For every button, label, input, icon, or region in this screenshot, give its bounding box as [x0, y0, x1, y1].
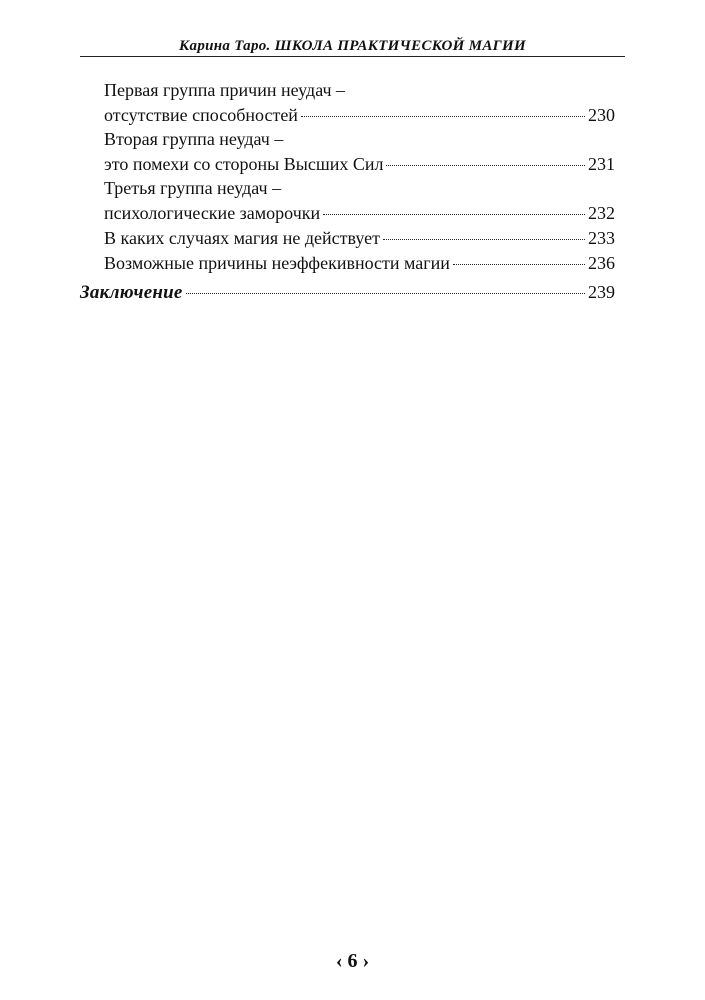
- toc-page-number: 239: [588, 282, 615, 302]
- page-folio: ‹ 6 ›: [335, 950, 370, 972]
- toc-main-entry[interactable]: [80, 279, 615, 305]
- toc-main-title: Заключение: [80, 282, 183, 303]
- toc-entry[interactable]: [80, 78, 615, 127]
- dot-leader: [301, 98, 585, 117]
- toc-entry-title-line1: Третья группа неудач –: [104, 178, 282, 198]
- toc-entry[interactable]: [80, 250, 615, 275]
- table-of-contents: [80, 78, 615, 305]
- toc-entry-title-line1: Вторая группа неудач –: [104, 129, 284, 149]
- toc-entry-title: В каких случаях магия не действует: [104, 228, 380, 248]
- dot-leader: [186, 275, 585, 294]
- toc-page-number: 236: [588, 253, 615, 273]
- toc-entry-title: Возможные причины неэффекивности магии: [104, 253, 450, 273]
- dot-leader: [383, 221, 585, 240]
- toc-entry[interactable]: [80, 127, 615, 176]
- toc-entry[interactable]: [80, 176, 615, 225]
- toc-page-number: 231: [588, 154, 615, 174]
- dot-leader: [386, 147, 585, 166]
- toc-page-number: 230: [588, 105, 615, 125]
- toc-entry-title-line2: это помехи со стороны Высших Сил: [104, 154, 384, 174]
- toc-page-number: 233: [588, 228, 615, 248]
- toc-page-number: 232: [588, 203, 615, 223]
- dot-leader: [323, 196, 585, 215]
- running-header-title: Карина Таро. ШКОЛА ПРАКТИЧЕСКОЙ МАГИИ: [179, 38, 526, 54]
- toc-entry-title-line2: отсутствие способностей: [104, 105, 298, 125]
- toc-entry-title-line2: психологические заморочки: [104, 203, 321, 223]
- header-rule: [80, 56, 625, 57]
- dot-leader: [453, 246, 585, 265]
- toc-entry-title-line1: Первая группа причин неудач –: [104, 80, 346, 100]
